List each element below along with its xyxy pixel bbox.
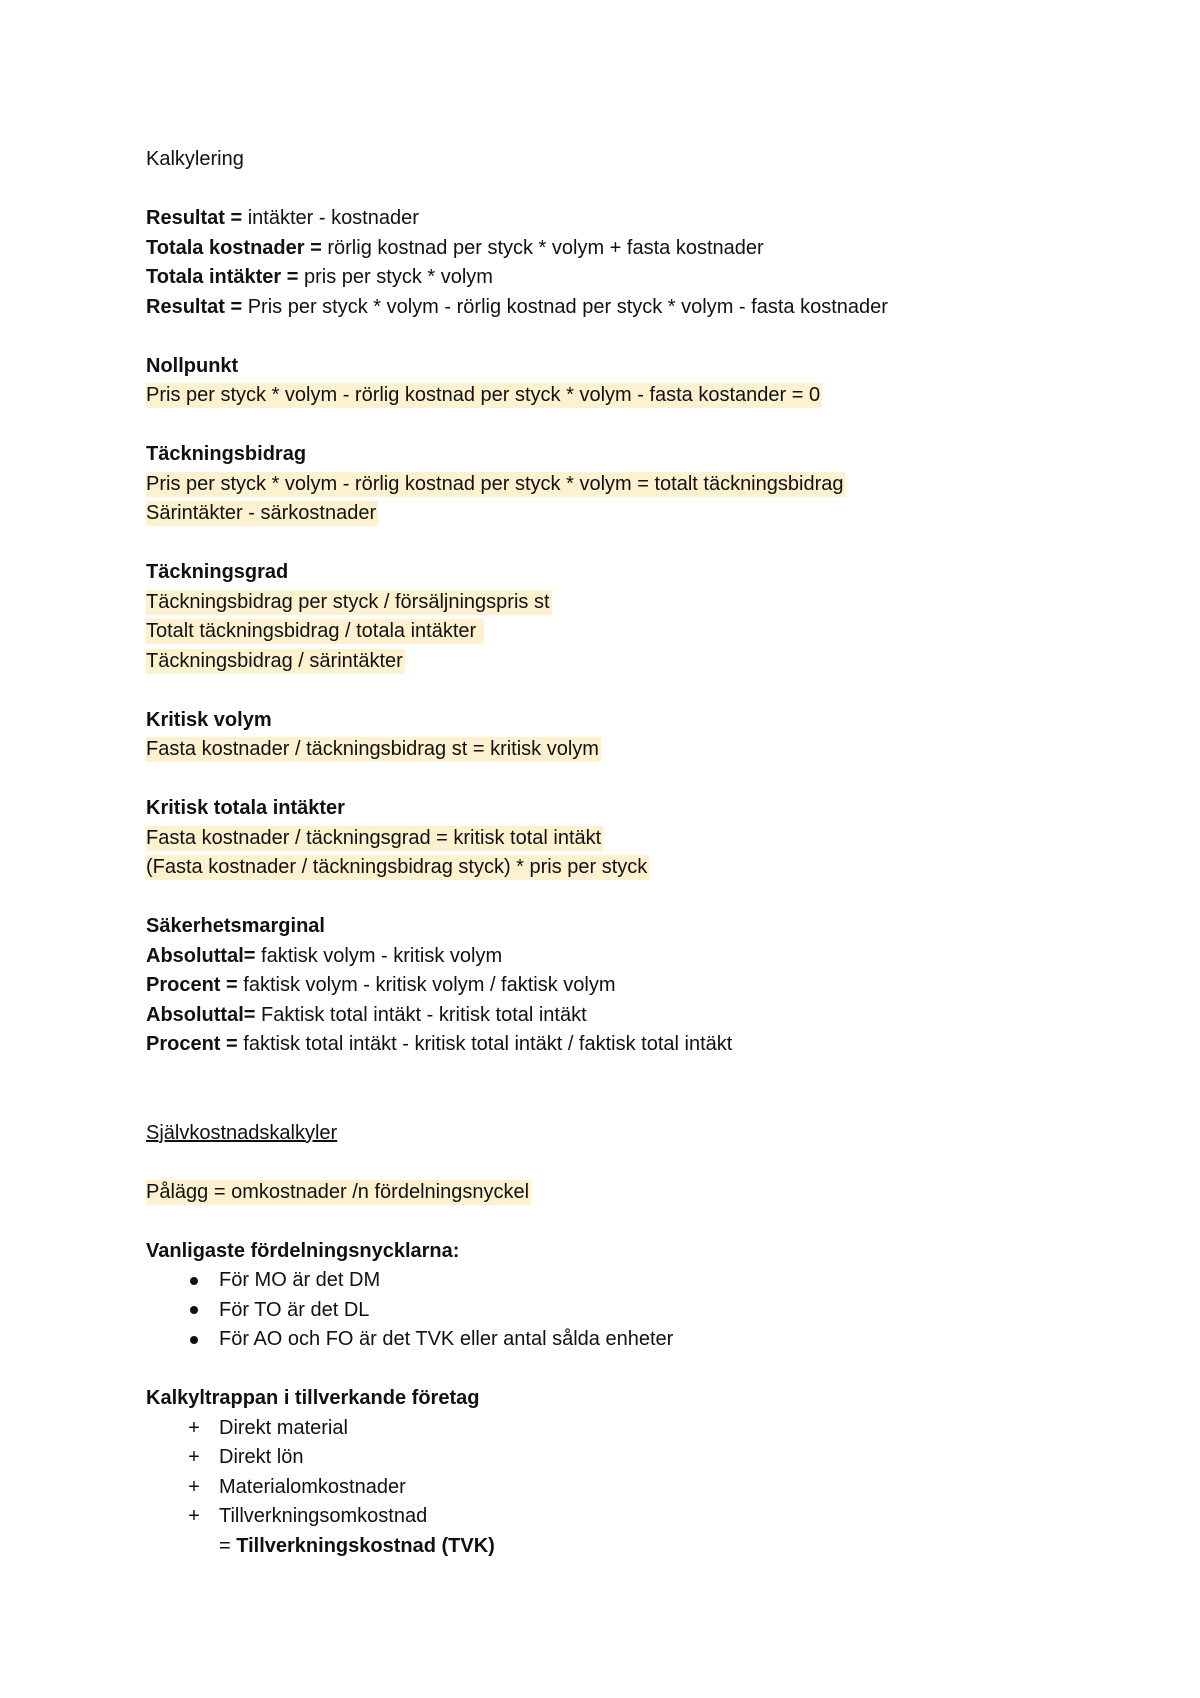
highlighted-text: (Fasta kostnader / täckningsbidrag styck) * pris per styck	[146, 856, 648, 878]
list-item-text: Direkt material	[219, 1416, 348, 1439]
plus-icon: +	[188, 1475, 200, 1498]
list-item	[146, 1502, 1126, 1532]
result-text: Tillverkningskostnad (TVK)	[236, 1534, 495, 1557]
highlighted-line	[146, 735, 1126, 765]
result-row	[146, 1532, 1126, 1562]
list-item	[146, 1443, 1126, 1473]
highlighted-text: Täckningsbidrag / särintäkter	[146, 649, 403, 672]
highlighted-text: Pris per styck * volym - rörlig kostnad per styck * volym = totalt täckningsbidrag	[146, 472, 844, 495]
list-item-text: Tillverkningsomkostnad	[219, 1505, 428, 1527]
list-item	[146, 1473, 1126, 1503]
formula-text: faktisk total intäkt - kritisk total intäkt / faktisk total intäkt	[243, 1033, 733, 1055]
formula-row	[146, 942, 1126, 972]
formula-text: Pris per styck * volym - rörlig kostnad per styck * volym - fasta kostnader	[247, 295, 888, 318]
bullet-icon	[184, 1325, 204, 1355]
plus-icon: +	[188, 1416, 200, 1439]
highlighted-line	[146, 499, 1126, 529]
formula-label: Resultat =	[146, 295, 248, 318]
section-heading-kalkyltrappan: Kalkyltrappan i tillverkande företag	[146, 1387, 480, 1409]
highlighted-line	[146, 824, 1126, 854]
formula-row	[146, 234, 1126, 264]
section-heading-kritisk-totala-intakter: Kritisk totala intäkter	[146, 797, 345, 819]
formula-text: pris per styck * volym	[304, 266, 493, 288]
formula-label: Totala kostnader =	[146, 236, 328, 259]
highlighted-line	[146, 617, 1126, 647]
section-heading-sjalvkostnadskalkyler: Självkostnadskalkyler	[146, 1121, 338, 1144]
list-item-text: För TO är det DL	[219, 1298, 370, 1321]
section-heading-nollpunkt: Nollpunkt	[146, 354, 239, 377]
highlighted-line	[146, 588, 1126, 618]
highlighted-line	[146, 381, 1126, 411]
formula-text: Faktisk total intäkt - kritisk total intäkt	[261, 1003, 587, 1026]
list-item	[146, 1266, 1126, 1296]
highlighted-text: Täckningsbidrag per styck / försäljningspris st	[146, 590, 550, 613]
formula-row	[146, 1030, 1126, 1060]
highlighted-text: Särintäkter - särkostnader	[146, 502, 377, 524]
list-item-text: Materialomkostnader	[219, 1475, 406, 1498]
palagg-formula: Pålägg = omkostnader /n fördelningsnyckel	[146, 1180, 530, 1203]
formula-text: rörlig kostnad per styck * volym + fasta kostnader	[327, 236, 764, 259]
list-item	[146, 1325, 1126, 1355]
list-item	[146, 1296, 1126, 1326]
plus-icon: +	[188, 1446, 200, 1468]
highlighted-line	[146, 853, 1126, 883]
highlighted-line	[146, 1178, 1126, 1208]
highlighted-text: Pris per styck * volym - rörlig kostnad per styck * volym - fasta kostander = 0	[146, 384, 821, 406]
result-prefix: =	[219, 1534, 237, 1557]
section-heading-kritisk-volym: Kritisk volym	[146, 708, 272, 731]
formula-row	[146, 204, 1126, 234]
document-content	[146, 145, 1126, 1561]
formula-label: Resultat =	[146, 207, 248, 229]
section-heading-tackningsgrad: Täckningsgrad	[146, 561, 289, 583]
formula-label: Procent =	[146, 1033, 244, 1055]
formula-row	[146, 1001, 1126, 1031]
formula-label: Totala intäkter =	[146, 266, 305, 288]
bullet-icon	[184, 1266, 204, 1296]
document-title: Kalkylering	[146, 148, 244, 170]
formula-label: Absoluttal=	[146, 944, 262, 967]
formula-label: Procent =	[146, 974, 244, 996]
formula-text: faktisk volym - kritisk volym / faktisk volym	[243, 974, 616, 996]
list-item-text: Direkt lön	[219, 1446, 304, 1468]
list-item-text: För AO och FO är det TVK eller antal sålda enheter	[219, 1328, 674, 1350]
plus-icon: +	[188, 1505, 200, 1527]
highlighted-text: Fasta kostnader / täckningsbidrag st = kritisk volym	[146, 738, 599, 760]
section-heading-fordelningsnycklar: Vanligaste fördelningsnycklarna:	[146, 1239, 460, 1262]
list-item-text: För MO är det DM	[219, 1269, 381, 1291]
highlighted-line	[146, 470, 1126, 500]
bullet-icon	[184, 1296, 204, 1326]
formula-row	[146, 293, 1126, 323]
highlighted-line	[146, 647, 1126, 677]
formula-row	[146, 263, 1126, 293]
formula-text: faktisk volym - kritisk volym	[261, 944, 503, 967]
highlighted-text: Totalt täckningsbidrag / totala intäkter	[146, 620, 482, 642]
formula-row	[146, 971, 1126, 1001]
list-item	[146, 1414, 1126, 1444]
highlighted-text: Fasta kostnader / täckningsgrad = kritisk total intäkt	[146, 826, 602, 849]
formula-label: Absoluttal=	[146, 1003, 262, 1026]
section-heading-sakerhetsmarginal: Säkerhetsmarginal	[146, 915, 325, 937]
section-heading-tackningsbidrag: Täckningsbidrag	[146, 443, 307, 465]
formula-text: intäkter - kostnader	[247, 207, 419, 229]
